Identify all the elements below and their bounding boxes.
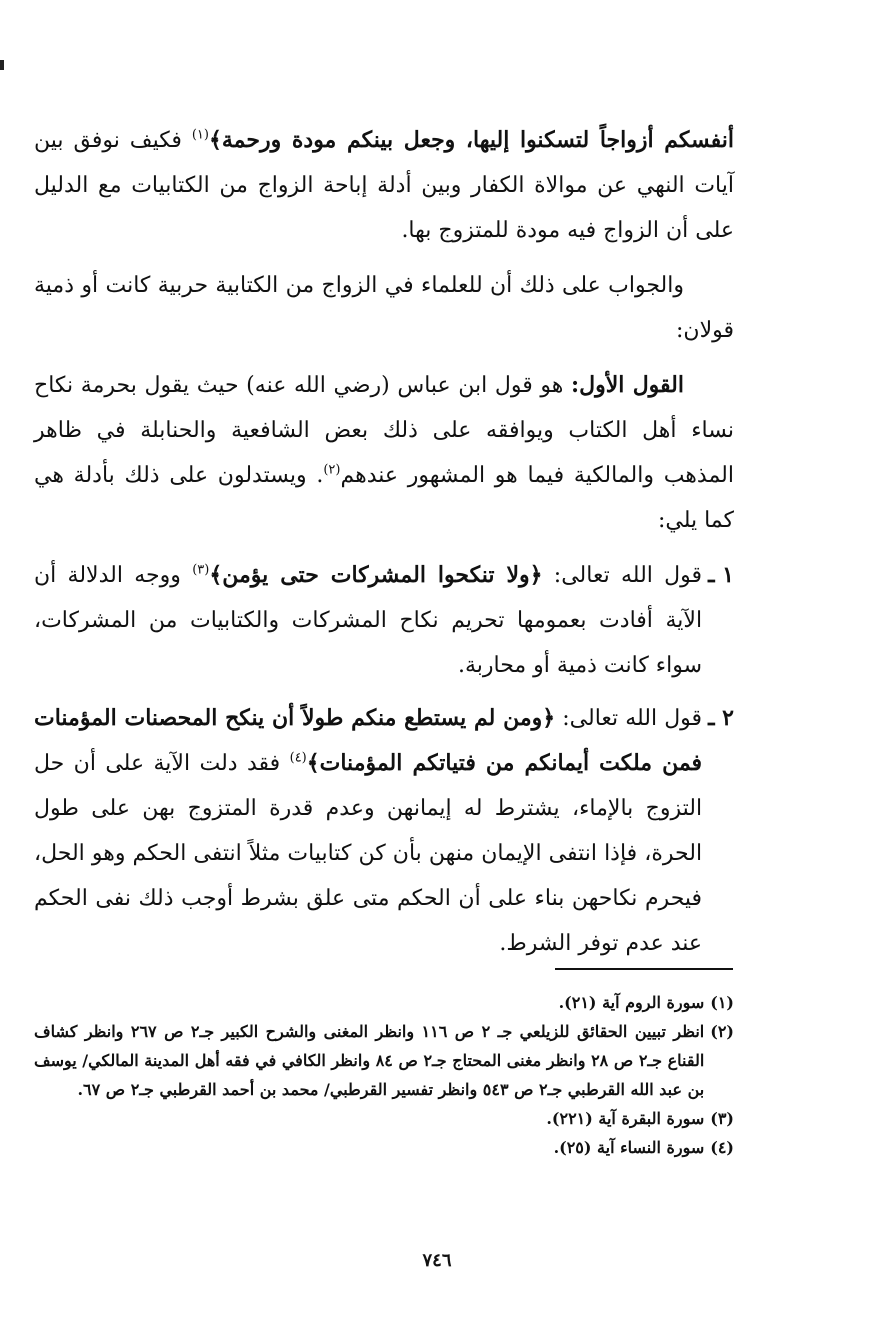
footnote-text: سورة الروم آية (٢١). — [558, 993, 705, 1012]
footnote-ref-3[interactable]: (٣) — [192, 562, 210, 578]
list-item-number: ٢ ـ — [708, 705, 734, 731]
footnotes — [34, 988, 734, 1162]
list-item — [34, 696, 734, 966]
footnote-divider — [555, 968, 733, 970]
paragraph-1-text: فكيف نوفق بين آيات النهي عن موالاة الكفار وبين أدلة إباحة الزواج من الكتابيات مع الدليل على أن الزواج فيه مودة للمتزوج بها. — [34, 128, 734, 243]
footnote-text: سورة النساء آية (٢٥). — [553, 1138, 705, 1157]
footnote-number: (٣) — [710, 1109, 734, 1128]
page-number: ٧٤٦ — [422, 1250, 452, 1271]
list-item-body — [34, 553, 702, 688]
paragraph-3-rest: . ويستدلون على ذلك بأدلة هي كما يلي: — [34, 463, 734, 533]
footnote-ref-1[interactable]: (١) — [191, 127, 209, 143]
list-item-text: ووجه الدلالة أن الآية أفادت بعمومها تحريم نكاح المشركات والكتابيات من المشركات، سواء كانت ذمية أو محاربة. — [34, 563, 703, 678]
footnote-number: (٢) — [710, 1022, 734, 1041]
footnote-ref-2[interactable]: (٢) — [323, 462, 341, 478]
paragraph-2: والجواب على ذلك أن للعلماء في الزواج من الكتابية حربية كانت أو ذمية قولان: — [34, 273, 734, 343]
section-heading: القول الأول: — [571, 372, 684, 398]
footnote-number: (٤) — [710, 1138, 734, 1157]
list-item-body — [34, 696, 702, 966]
paragraph-3-text: هو قول ابن عباس (رضي الله عنه) حيث يقول بحرمة نكاح نساء أهل الكتاب ويوافقه على ذلك بعض الشافعية والحنابلة في ظاهر المذهب والمالكية فيما هو المشهور عندهم — [34, 373, 734, 488]
scan-edge-mark — [0, 60, 4, 70]
list-item — [34, 553, 734, 688]
footnote-text: سورة البقرة آية (٢٢١). — [546, 1109, 705, 1128]
list-item-text: فقد دلت الآية على أن حل التزوج بالإماء، يشترط له إيمانهن وعدم قدرة المتزوج بهن على طول الحرة، فإذا انتفى الإيمان منهن بأن كن كتابيات مثلاً انتفى الحكم وهو الحل، فيحرم نكاحهن بناء على أن الحكم متى علق بشرط أوجب ذلك نفى الحكم عند عدم توفر الشرط. — [34, 751, 703, 956]
list-item-intro: قول الله تعالى: — [555, 706, 703, 731]
footnote — [34, 1104, 734, 1133]
footnote — [34, 988, 734, 1017]
quran-quote: أنفسكم أزواجاً لتسكنوا إليها، وجعل بينكم مودة ورحمة﴾ — [208, 127, 735, 153]
quran-quote: ﴿ومن لم يستطع منكم طولاً أن ينكح المحصنات المؤمنات فمن ملكت أيمانكم من فتياتكم المؤمنات﴾ — [34, 705, 703, 776]
quran-quote: ﴿ولا تنكحوا المشركات حتى يؤمن﴾ — [209, 562, 543, 588]
footnote-ref-4[interactable]: (٤) — [289, 750, 307, 766]
footnote — [34, 1017, 734, 1104]
list-item-intro: قول الله تعالى: — [542, 563, 703, 588]
list-item-number: ١ ـ — [708, 562, 734, 588]
footnote — [34, 1133, 734, 1162]
footnote-number: (١) — [710, 993, 734, 1012]
footnote-text: انظر تبيين الحقائق للزيلعي جـ ٢ ص ١١٦ وانظر المغنى والشرح الكبير جـ٢ ص ٢٦٧ وانظر كشاف القناع جـ٢ ص ٢٨ وانظر مغنى المحتاج جـ٢ ص ٨٤ وانظر الكافي في فقه أهل المدينة المالكي/ يوسف بن عبد الله القرطبي جـ٢ ص ٥٤٣ وانظر تفسير القرطبي/ محمد بن أحمد القرطبي جـ٢ ص ٦٧. — [34, 1022, 705, 1099]
paragraph-3 — [34, 363, 734, 543]
main-text — [34, 118, 734, 974]
paragraph-1 — [34, 118, 734, 253]
